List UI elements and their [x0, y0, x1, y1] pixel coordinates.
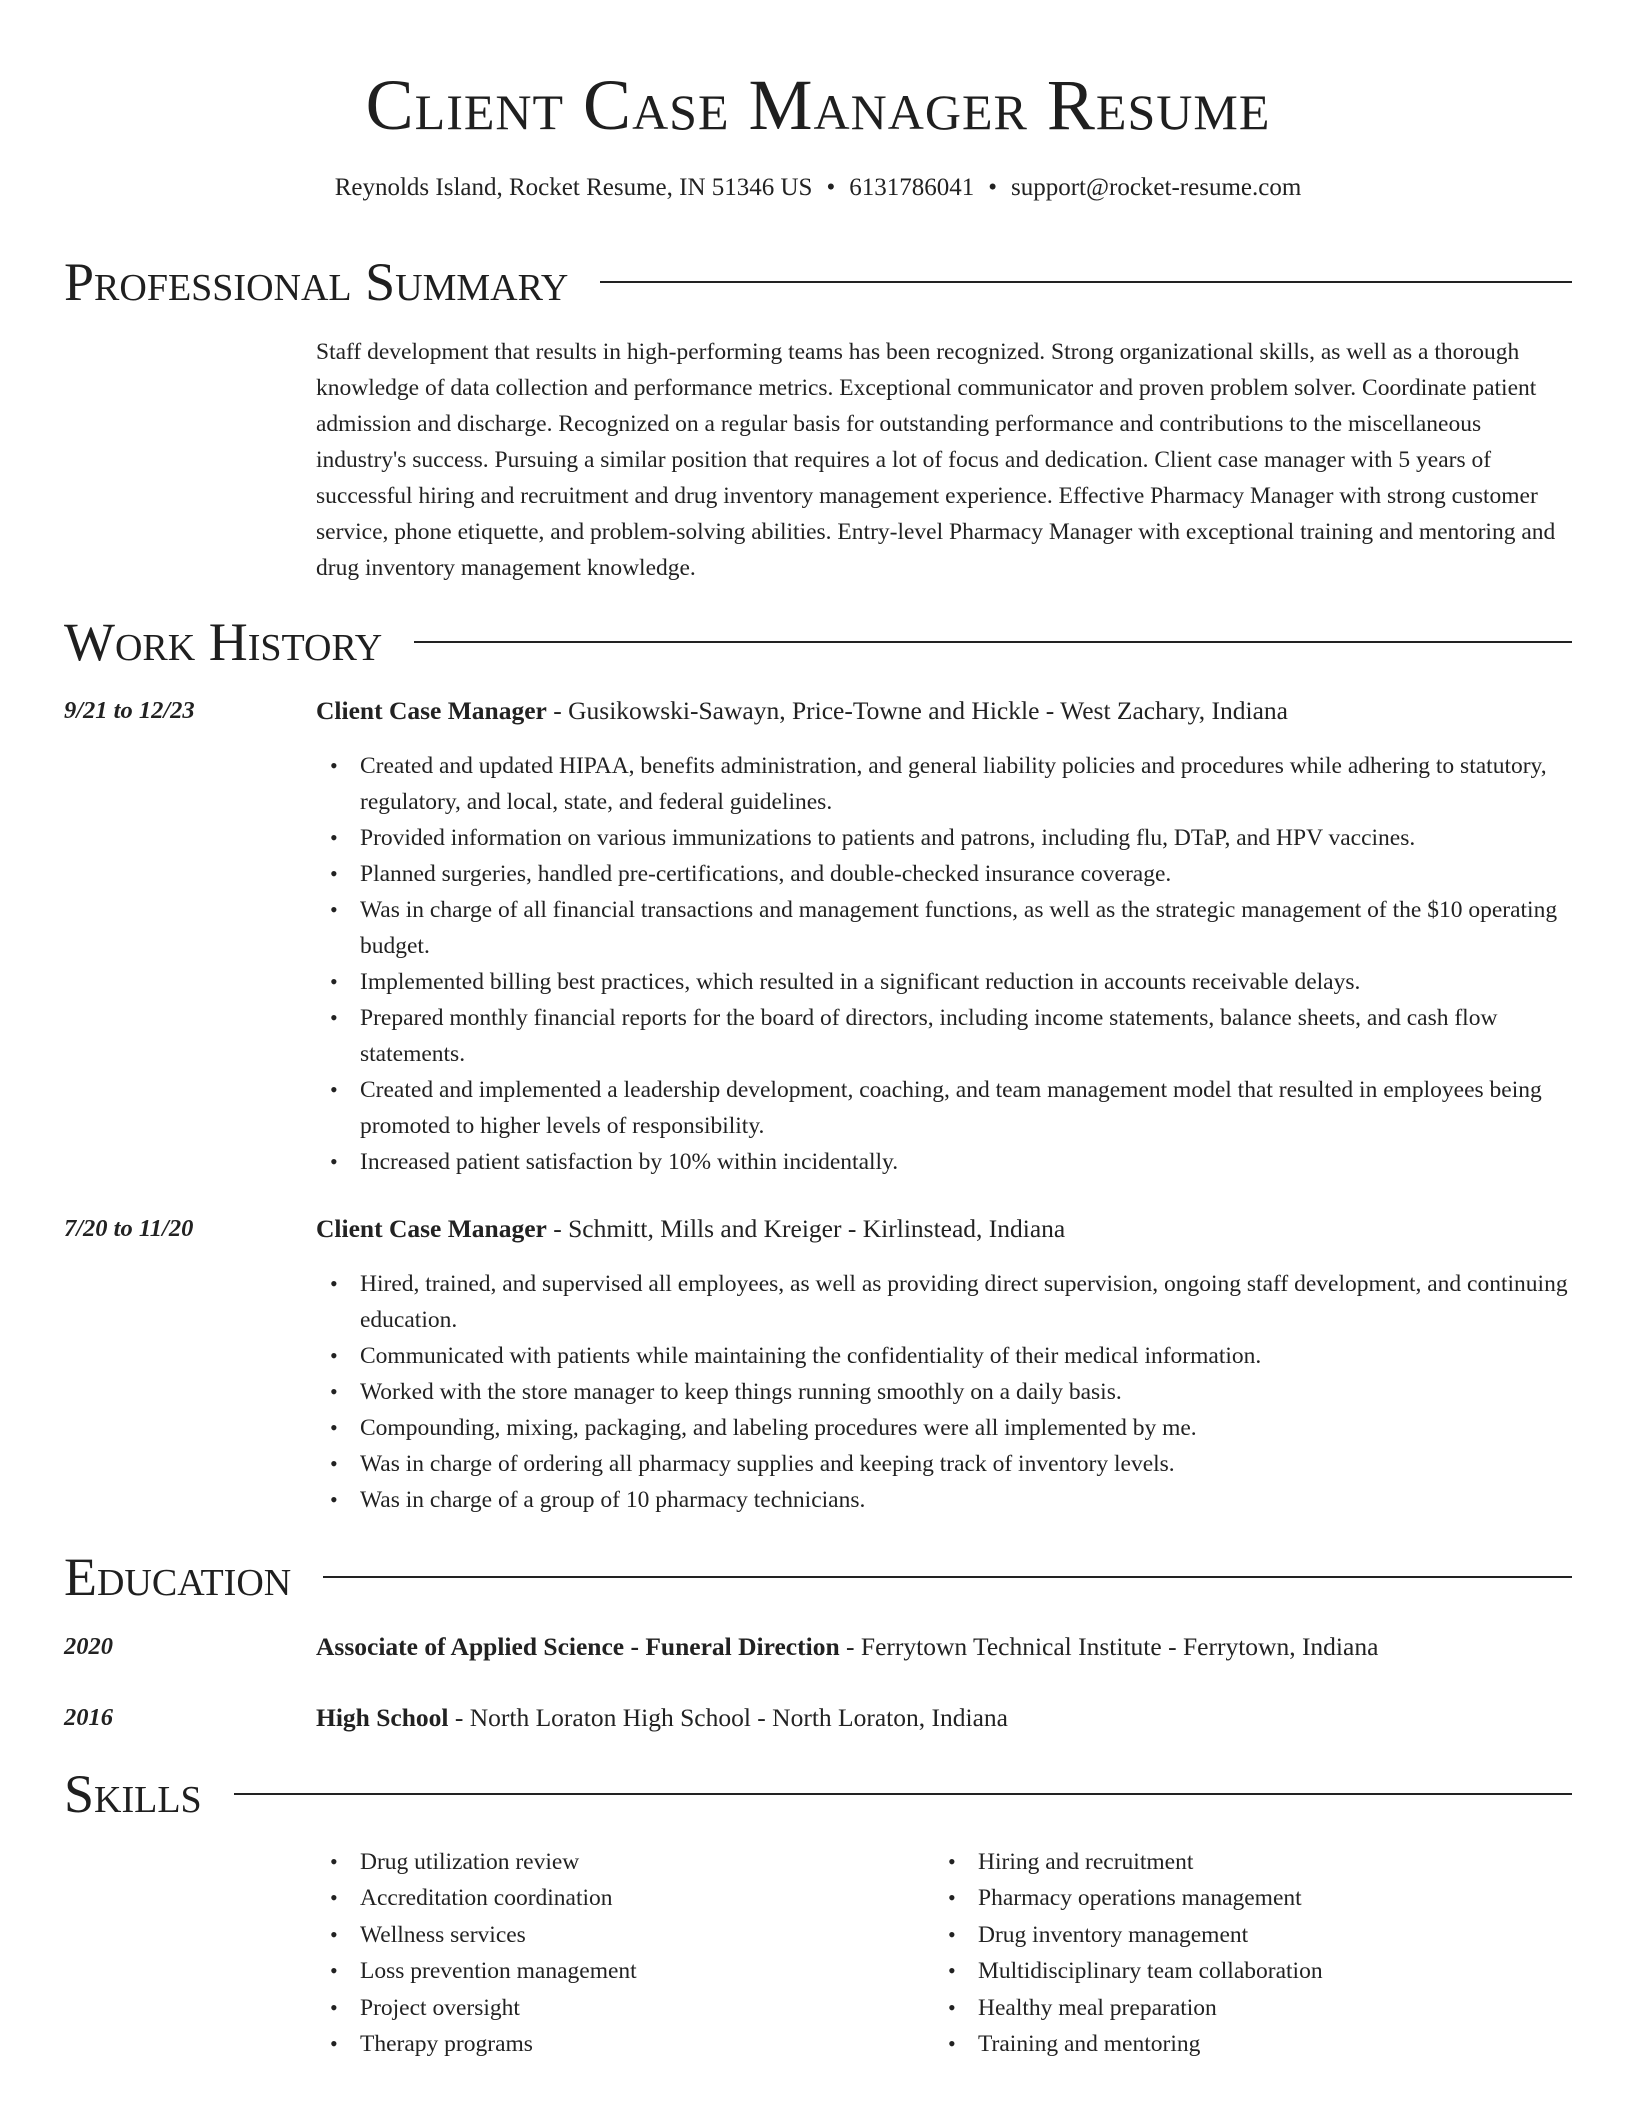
education-heading: [316, 1701, 1572, 1735]
summary-section-header: [64, 252, 1572, 312]
skill-item: • Healthy meal preparation: [978, 1990, 1494, 2026]
work-section-header: [64, 612, 1572, 672]
job-bullet: • Hired, trained, and supervised all employees, as well as providing direct supervision, ongoing staff development, and continuing education.: [360, 1266, 1572, 1338]
contact-email: support@rocket-resume.com: [1010, 174, 1302, 201]
work-section-title: Work History: [64, 612, 383, 672]
job-dates: 7/20 to 11/20: [64, 1215, 194, 1242]
skill-item: • Multidisciplinary team collaboration: [978, 1953, 1494, 1989]
job-role: Client Case Manager: [316, 1214, 547, 1243]
job-bullet: • Created and implemented a leadership development, coaching, and team management model that resulted in employees being promoted to higher levels of responsibility.: [360, 1072, 1572, 1144]
section-divider: [414, 641, 1572, 643]
job-bullet: • Implemented billing best practices, which resulted in a significant reduction in accounts receivable delays.: [360, 964, 1572, 1000]
skills-section-header: [64, 1764, 1572, 1824]
education-degree: High School: [316, 1703, 449, 1732]
job-bullet: • Compounding, mixing, packaging, and labeling procedures were all implemented by me.: [360, 1410, 1572, 1446]
contact-address: Reynolds Island, Rocket Resume, IN 51346 US: [334, 174, 813, 201]
job-bullet: • Provided information on various immunizations to patients and patrons, including flu, DTaP, and HPV vaccines.: [360, 820, 1572, 856]
section-divider: [600, 281, 1572, 283]
job-details: - Schmitt, Mills and Kreiger - Kirlinstead, Indiana: [546, 1214, 1066, 1243]
skill-item: • Training and mentoring: [978, 2026, 1494, 2062]
skills-list-left: [316, 1844, 876, 2062]
job-bullet: • Was in charge of ordering all pharmacy supplies and keeping track of inventory levels.: [360, 1446, 1572, 1482]
skill-item: • Accreditation coordination: [360, 1880, 876, 1916]
resume-page: [64, 0, 1572, 2058]
education-year: 2020: [64, 1633, 113, 1660]
contact-separator: •: [988, 174, 997, 201]
contact-separator: •: [826, 174, 836, 201]
job-bullet: • Planned surgeries, handled pre-certifications, and double-checked insurance coverage.: [360, 856, 1572, 892]
contact-line: [64, 172, 1572, 204]
skill-item: • Loss prevention management: [360, 1953, 876, 1989]
skills-section-title: Skills: [64, 1764, 202, 1824]
education-details: - Ferrytown Technical Institute - Ferrytown, Indiana: [839, 1632, 1379, 1661]
job-role: Client Case Manager: [316, 696, 547, 725]
skill-item: • Hiring and recruitment: [978, 1844, 1494, 1880]
skill-item: • Pharmacy operations management: [978, 1880, 1494, 1916]
job-dates: 9/21 to 12/23: [64, 697, 195, 724]
skills-list-right: [934, 1844, 1494, 2062]
skill-item: • Therapy programs: [360, 2026, 876, 2062]
job-bullet: • Created and updated HIPAA, benefits administration, and general liability policies and procedures while adhering to statutory, regulatory, and local, state, and federal guidelines.: [360, 748, 1572, 820]
job-bullet: • Was in charge of all financial transactions and management functions, as well as the strategic management of the $10 operating budget.: [360, 892, 1572, 964]
skill-item: • Project oversight: [360, 1990, 876, 2026]
skill-item: • Drug inventory management: [978, 1917, 1494, 1953]
education-details: - North Loraton High School - North Loraton, Indiana: [448, 1703, 1008, 1732]
education-section-title: Education: [64, 1547, 292, 1607]
job-bullet: • Worked with the store manager to keep things running smoothly on a daily basis.: [360, 1374, 1572, 1410]
contact-phone: 6131786041: [849, 174, 975, 201]
education-heading: [316, 1630, 1572, 1664]
education-degree: Associate of Applied Science - Funeral Direction: [316, 1632, 840, 1661]
skill-item: • Wellness services: [360, 1917, 876, 1953]
job-heading: [316, 694, 1572, 728]
education-year: 2016: [64, 1704, 113, 1731]
education-section-header: [64, 1547, 1572, 1607]
summary-section-title: Professional Summary: [64, 252, 569, 312]
job-bullet: • Prepared monthly financial reports for the board of directors, including income statements, balance sheets, and cash flow statements.: [360, 1000, 1572, 1072]
job-details: - Gusikowski-Sawayn, Price-Towne and Hickle - West Zachary, Indiana: [546, 696, 1288, 725]
job-heading: [316, 1212, 1572, 1246]
job-bullet: • Increased patient satisfaction by 10% within incidentally.: [360, 1144, 1572, 1180]
job-bullets: [316, 1266, 1572, 1518]
job-bullet: • Was in charge of a group of 10 pharmacy technicians.: [360, 1482, 1572, 1518]
summary-text: Staff development that results in high-performing teams has been recognized. Strong organizational skills, as well as a thorough knowledge of data collection and performance metrics. Exceptional communicator and proven problem solver. Coordinate patient admission and discharge. Recognized on a regular basis for outstanding performance and contributions to the miscellaneous industry's success. Pursuing a similar position that requires a lot of focus and dedication. Client case manager with 5 years of successful hiring and recruitment and drug inventory management experience. Effective Pharmacy Manager with strong customer service, phone etiquette, and problem-solving abilities. Entry-level Pharmacy Manager with exceptional training and mentoring and drug inventory management knowledge.: [316, 339, 1556, 581]
skill-item: • Drug utilization review: [360, 1844, 876, 1880]
resume-title: Client Case Manager Resume: [365, 65, 1271, 145]
job-bullets: [316, 748, 1572, 1180]
section-divider: [234, 1793, 1572, 1795]
section-divider: [323, 1576, 1572, 1578]
job-bullet: • Communicated with patients while maintaining the confidentiality of their medical information.: [360, 1338, 1572, 1374]
